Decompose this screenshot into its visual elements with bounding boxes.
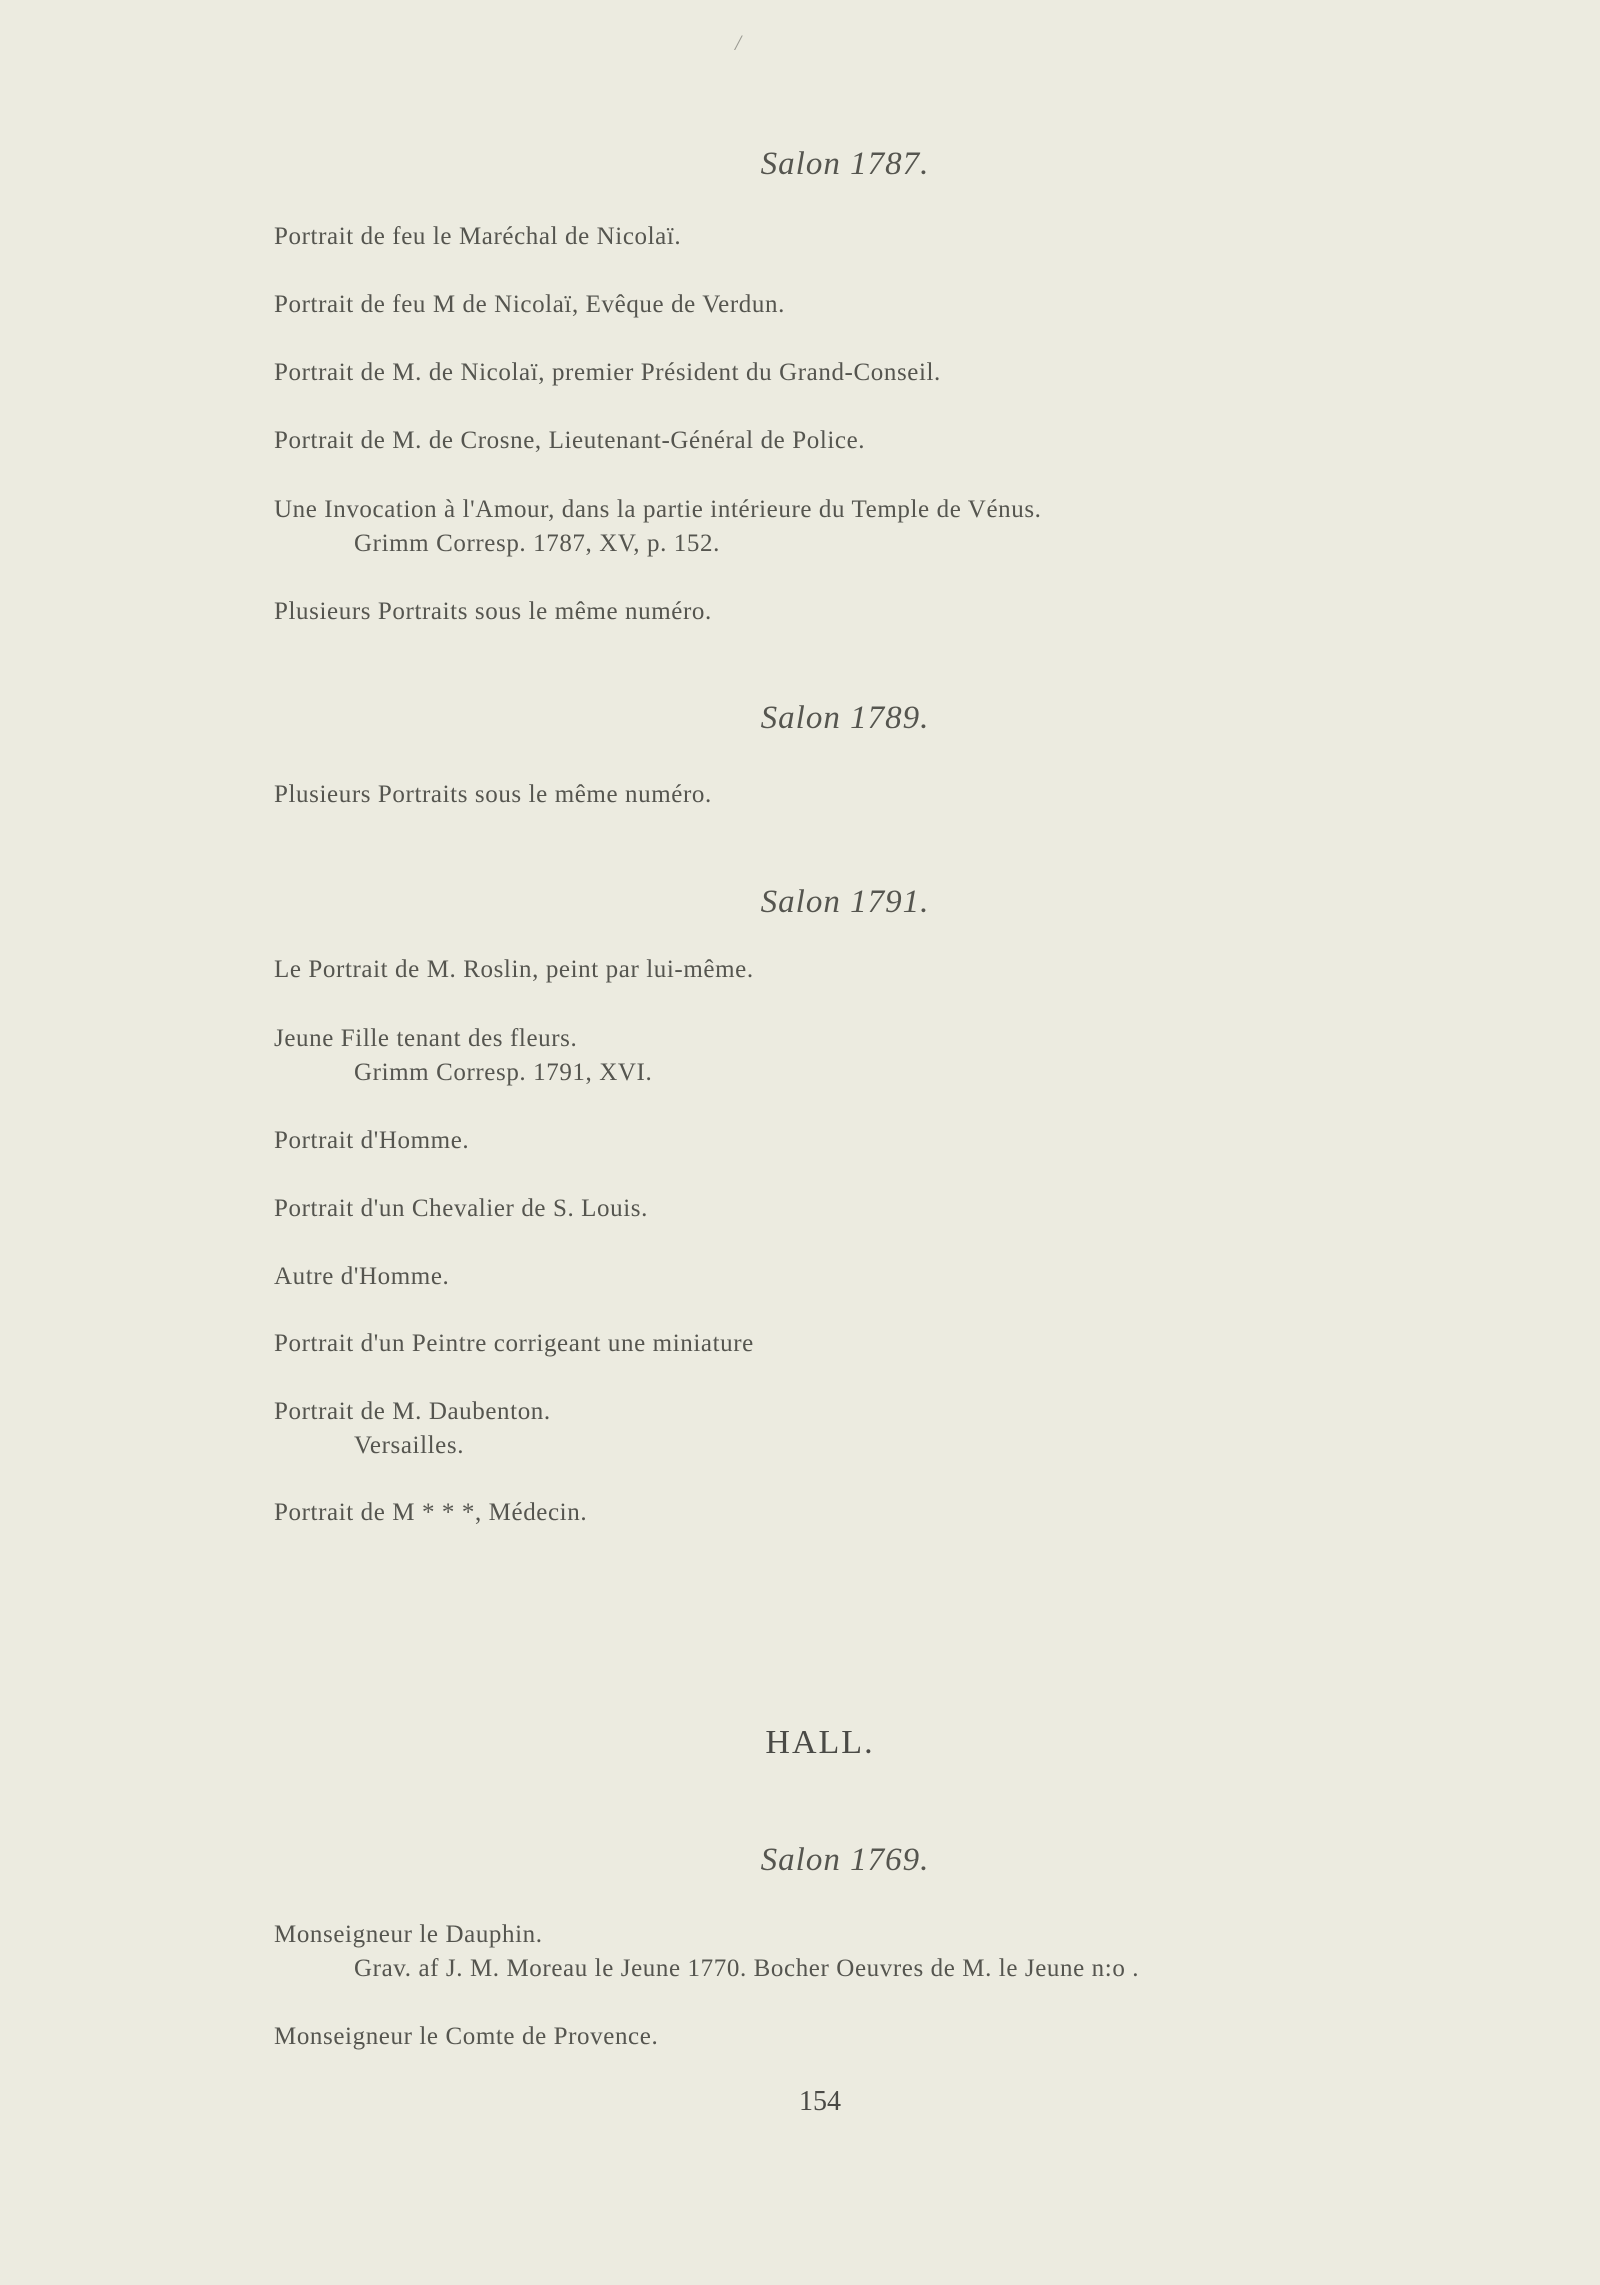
heading-salon-1769: Salon 1769.: [760, 1842, 930, 1878]
entry: [274, 1496, 1404, 1530]
entry: [274, 493, 1404, 561]
entry: [274, 288, 1404, 322]
page-number: 154: [799, 2086, 841, 2117]
entry-title: Portrait de M. Daubenton.: [274, 1398, 551, 1425]
entry: [274, 424, 1404, 458]
top-mark: /: [735, 30, 742, 55]
entry-title: Portrait de M. de Crosne, Lieutenant-Général de Police.: [274, 427, 866, 454]
entry: [274, 1192, 1404, 1226]
entry: [274, 1327, 1404, 1361]
section-title-hall: HALL.: [765, 1724, 875, 1761]
entry: [274, 220, 1404, 254]
heading-salon-1787: Salon 1787.: [760, 146, 930, 182]
entry: [274, 595, 1404, 629]
entry-title: Portrait de feu M de Nicolaï, Evêque de Verdun.: [274, 291, 785, 318]
entry-title: Portrait d'un Peintre corrigeant une miniature: [274, 1330, 754, 1357]
entry-reference: Grimm Corresp. 1791, XVI.: [354, 1059, 653, 1086]
entry: [274, 1124, 1404, 1158]
entry-reference: Versailles.: [354, 1432, 465, 1459]
entry-title: Monseigneur le Comte de Provence.: [274, 2023, 659, 2050]
entry-title: Portrait de M. de Nicolaï, premier Président du Grand-Conseil.: [274, 359, 941, 386]
entry: [274, 1918, 1404, 1986]
entry-title: Portrait d'un Chevalier de S. Louis.: [274, 1195, 648, 1222]
entry: [274, 778, 1404, 812]
entry-reference: Grav. af J. M. Moreau le Jeune 1770. Bocher Oeuvres de M. le Jeune n:o .: [354, 1955, 1140, 1982]
entry-title: Portrait de M * * *, Médecin.: [274, 1499, 588, 1526]
entry-title: Autre d'Homme.: [274, 1263, 450, 1290]
heading-salon-1789: Salon 1789.: [760, 700, 930, 736]
entry-title: Portrait d'Homme.: [274, 1127, 470, 1154]
heading-salon-1791: Salon 1791.: [760, 884, 930, 920]
entry: [274, 1260, 1404, 1294]
entry-title: Une Invocation à l'Amour, dans la partie intérieure du Temple de Vénus.: [274, 496, 1042, 523]
entry: [274, 2020, 1404, 2054]
entry-title: Portrait de feu le Maréchal de Nicolaï.: [274, 223, 682, 250]
entry-title: Jeune Fille tenant des fleurs.: [274, 1025, 578, 1052]
entry: [274, 1022, 1404, 1090]
entry: [274, 953, 1404, 987]
entry-title: Plusieurs Portraits sous le même numéro.: [274, 781, 712, 808]
entry-title: Monseigneur le Dauphin.: [274, 1921, 543, 1948]
entry: [274, 356, 1404, 390]
entry-reference: Grimm Corresp. 1787, XV, p. 152.: [354, 530, 720, 557]
entry: [274, 1395, 1404, 1463]
entry-title: Plusieurs Portraits sous le même numéro.: [274, 598, 712, 625]
entry-title: Le Portrait de M. Roslin, peint par lui-même.: [274, 956, 754, 983]
